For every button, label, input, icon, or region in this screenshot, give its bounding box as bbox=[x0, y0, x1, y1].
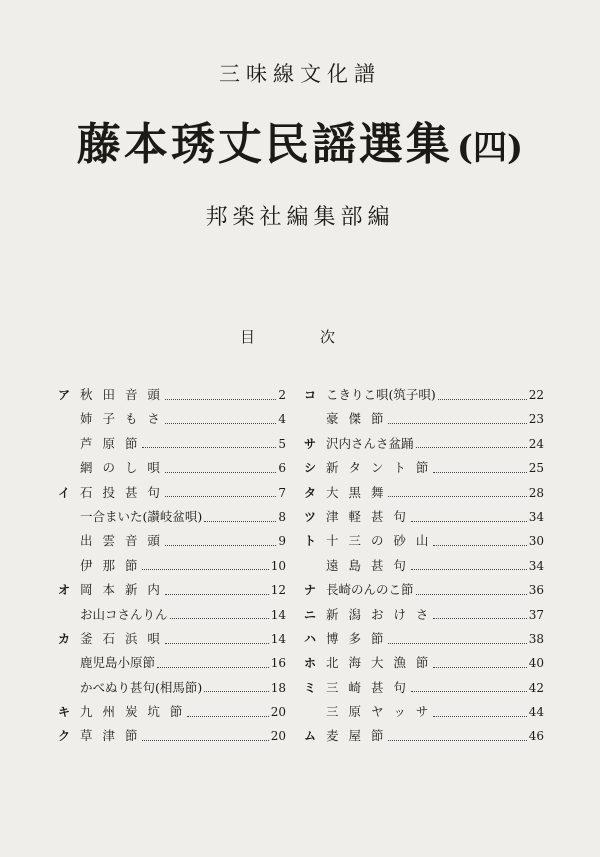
toc-entry-page: 14 bbox=[270, 607, 286, 622]
toc-entry-page: 20 bbox=[270, 729, 286, 744]
dot-leader bbox=[142, 561, 268, 570]
toc-entry bbox=[58, 432, 286, 456]
toc-entry-title: 鹿児島小原節 bbox=[80, 655, 156, 671]
toc-entry-title: 十 三 の 砂 山 bbox=[326, 533, 432, 549]
editor-credit: 邦楽社編集部編 bbox=[205, 205, 395, 230]
series-subtitle: 三味線文化譜 bbox=[219, 62, 381, 86]
toc-entry-page: 22 bbox=[528, 388, 544, 402]
toc-entry bbox=[304, 676, 544, 700]
dot-leader bbox=[388, 732, 526, 741]
dot-leader bbox=[433, 537, 526, 546]
toc-entry bbox=[304, 603, 544, 627]
toc-entry-page: 34 bbox=[528, 558, 544, 573]
toc-entry bbox=[304, 456, 544, 480]
toc-entry bbox=[58, 554, 286, 578]
book-title-text: 藤本琇丈民謡選集 bbox=[76, 119, 453, 170]
toc-entry-page: 7 bbox=[278, 485, 286, 500]
dot-leader bbox=[433, 659, 526, 668]
toc-entry-page: 44 bbox=[528, 705, 544, 720]
toc-entry-title: 岡 本 新 内 bbox=[80, 582, 163, 598]
toc-index-kana: ホ bbox=[304, 656, 317, 671]
dot-leader bbox=[388, 415, 526, 424]
toc-heading-left: 目 bbox=[240, 328, 256, 346]
toc-entry-page: 28 bbox=[528, 485, 544, 500]
toc-entry bbox=[304, 627, 544, 651]
toc-heading-right: 次 bbox=[320, 328, 336, 346]
dot-leader bbox=[142, 732, 268, 741]
toc-entry bbox=[304, 578, 544, 602]
dot-leader bbox=[165, 537, 276, 546]
toc-entry-page: 42 bbox=[528, 680, 544, 695]
toc-entry-page: 23 bbox=[528, 412, 544, 427]
toc-entry bbox=[304, 481, 544, 505]
toc-entry-title: 津 軽 甚 句 bbox=[326, 508, 409, 524]
toc-entry-title: かべぬり甚句(相馬節) bbox=[80, 679, 203, 695]
toc-index-kana: ナ bbox=[304, 583, 317, 598]
toc-entry-title: 一合まいた(讃岐盆唄) bbox=[80, 508, 203, 524]
toc-entry-page: 16 bbox=[270, 656, 286, 671]
toc-entry-title: 三 崎 甚 句 bbox=[326, 679, 409, 695]
toc-entry bbox=[58, 724, 286, 748]
toc-entry bbox=[304, 432, 544, 456]
dot-leader bbox=[170, 610, 269, 619]
toc-entry-title: 釜 石 浜 唄 bbox=[80, 630, 163, 646]
dot-leader bbox=[204, 513, 276, 522]
toc-entry-title: 新 潟 お け さ bbox=[326, 606, 432, 622]
toc-entry-page: 12 bbox=[270, 583, 286, 598]
toc-entry-page: 10 bbox=[270, 558, 286, 573]
toc-entry-page: 40 bbox=[528, 656, 544, 671]
dot-leader bbox=[157, 659, 269, 668]
toc-entry-title: 北 海 大 漁 節 bbox=[326, 655, 432, 671]
toc-index-kana: ム bbox=[304, 729, 317, 744]
toc-entry-title: 伊 那 節 bbox=[80, 557, 141, 573]
dot-leader bbox=[438, 391, 527, 400]
toc-entry bbox=[304, 554, 544, 578]
toc-index-kana: タ bbox=[304, 485, 317, 500]
toc-entry-title: 石 投 甚 句 bbox=[80, 484, 163, 500]
toc-entry-title: 遠 島 甚 句 bbox=[326, 557, 409, 573]
toc-index-kana: ツ bbox=[304, 509, 317, 524]
toc-entry-page: 38 bbox=[528, 631, 544, 646]
toc-entry-title: こきりこ唄(筑子唄) bbox=[326, 387, 436, 402]
toc-entry-title: 三 原 ヤ ッ サ bbox=[326, 704, 432, 720]
dot-leader bbox=[411, 683, 527, 692]
toc-index-kana: キ bbox=[58, 705, 71, 720]
dot-leader bbox=[204, 683, 268, 692]
toc-entry bbox=[58, 578, 286, 602]
dot-leader bbox=[411, 561, 527, 570]
toc-entry-page: 18 bbox=[270, 680, 286, 695]
toc-index-kana: コ bbox=[304, 388, 317, 402]
toc-index-kana: ハ bbox=[304, 631, 317, 646]
toc-entry-page: 37 bbox=[528, 607, 544, 622]
toc-index-kana: ミ bbox=[304, 680, 317, 695]
toc-entry-title: 秋 田 音 頭 bbox=[80, 387, 163, 402]
toc-entry-page: 8 bbox=[278, 509, 286, 524]
toc-entry-page: 46 bbox=[528, 729, 544, 744]
toc-entry-page: 24 bbox=[528, 436, 544, 451]
toc-entry-page: 34 bbox=[528, 509, 544, 524]
toc-entry-page: 36 bbox=[528, 583, 544, 598]
toc-entry-title: 麦 屋 節 bbox=[326, 728, 387, 744]
toc-index-kana: オ bbox=[58, 583, 71, 598]
dot-leader bbox=[142, 439, 276, 448]
toc-right-column bbox=[304, 383, 544, 749]
dot-leader bbox=[388, 635, 526, 644]
toc-entry-title: 九 州 炭 坑 節 bbox=[80, 704, 186, 720]
toc-left-column bbox=[58, 383, 286, 749]
toc-entry-title: 新 タ ン ト 節 bbox=[326, 460, 432, 476]
book-title bbox=[0, 108, 600, 172]
toc-entry bbox=[58, 676, 286, 700]
toc-entry bbox=[58, 505, 286, 529]
toc-entry-title: 豪 傑 節 bbox=[326, 411, 387, 427]
dot-leader bbox=[165, 488, 276, 497]
toc-index-kana: ト bbox=[304, 534, 317, 549]
toc-entry-page: 25 bbox=[528, 461, 544, 476]
toc-entry-page: 6 bbox=[278, 461, 286, 476]
toc-entry-title: お山コさんりん bbox=[80, 606, 168, 622]
toc-entry bbox=[58, 627, 286, 651]
toc-entry bbox=[304, 529, 544, 553]
dot-leader bbox=[433, 708, 526, 717]
toc-entry-page: 30 bbox=[528, 534, 544, 549]
toc-entry bbox=[58, 651, 286, 675]
dot-leader bbox=[433, 464, 526, 473]
toc-entry-title: 博 多 節 bbox=[326, 630, 387, 646]
toc-entry bbox=[304, 700, 544, 724]
dot-leader bbox=[165, 415, 276, 424]
toc-entry bbox=[304, 407, 544, 431]
toc-entry bbox=[58, 481, 286, 505]
toc-index-kana: カ bbox=[58, 631, 71, 646]
dot-leader bbox=[433, 610, 526, 619]
toc-entry-page: 20 bbox=[270, 705, 286, 720]
toc-entry-title: 芦 原 節 bbox=[80, 435, 141, 451]
dot-leader bbox=[411, 513, 527, 522]
dot-leader bbox=[416, 586, 527, 595]
toc-index-kana: シ bbox=[304, 461, 317, 476]
toc-entry bbox=[304, 383, 544, 407]
toc-entry bbox=[58, 383, 286, 407]
volume-number: (四) bbox=[456, 128, 524, 168]
toc-entry-page: 14 bbox=[270, 631, 286, 646]
toc-entry-title: 沢内さんさ盆踊 bbox=[326, 435, 414, 451]
toc-entry bbox=[58, 529, 286, 553]
dot-leader bbox=[165, 464, 276, 473]
dot-leader bbox=[165, 586, 269, 595]
toc-index-kana: サ bbox=[304, 436, 317, 451]
toc-index-kana: ク bbox=[58, 729, 71, 744]
toc-entry bbox=[304, 724, 544, 748]
dot-leader bbox=[388, 488, 526, 497]
dot-leader bbox=[165, 391, 276, 400]
toc-entry-title: 姉 子 も さ bbox=[80, 411, 163, 427]
toc-entry-page: 4 bbox=[278, 412, 286, 427]
dot-leader bbox=[165, 635, 269, 644]
toc-entry bbox=[58, 603, 286, 627]
toc-entry-title: 大 黒 舞 bbox=[326, 484, 387, 500]
toc-entry bbox=[58, 700, 286, 724]
toc-entry-page: 2 bbox=[278, 388, 286, 402]
toc-entry-title: 出 雲 音 頭 bbox=[80, 533, 163, 549]
toc-entry bbox=[304, 505, 544, 529]
dot-leader bbox=[416, 439, 527, 448]
dot-leader bbox=[187, 708, 268, 717]
toc-entry bbox=[58, 407, 286, 431]
toc-entry bbox=[304, 651, 544, 675]
toc-index-kana: ア bbox=[58, 388, 71, 402]
toc-entry-title: 長崎のんのこ節 bbox=[326, 582, 414, 598]
toc-entry-page: 5 bbox=[278, 436, 286, 451]
toc-index-kana: イ bbox=[58, 485, 71, 500]
toc-entry-title: 網 の し 唄 bbox=[80, 460, 163, 476]
toc-entry-page: 9 bbox=[278, 534, 286, 549]
toc-entry bbox=[58, 456, 286, 480]
toc-entry-title: 草 津 節 bbox=[80, 728, 141, 744]
toc-index-kana: ニ bbox=[304, 607, 317, 622]
